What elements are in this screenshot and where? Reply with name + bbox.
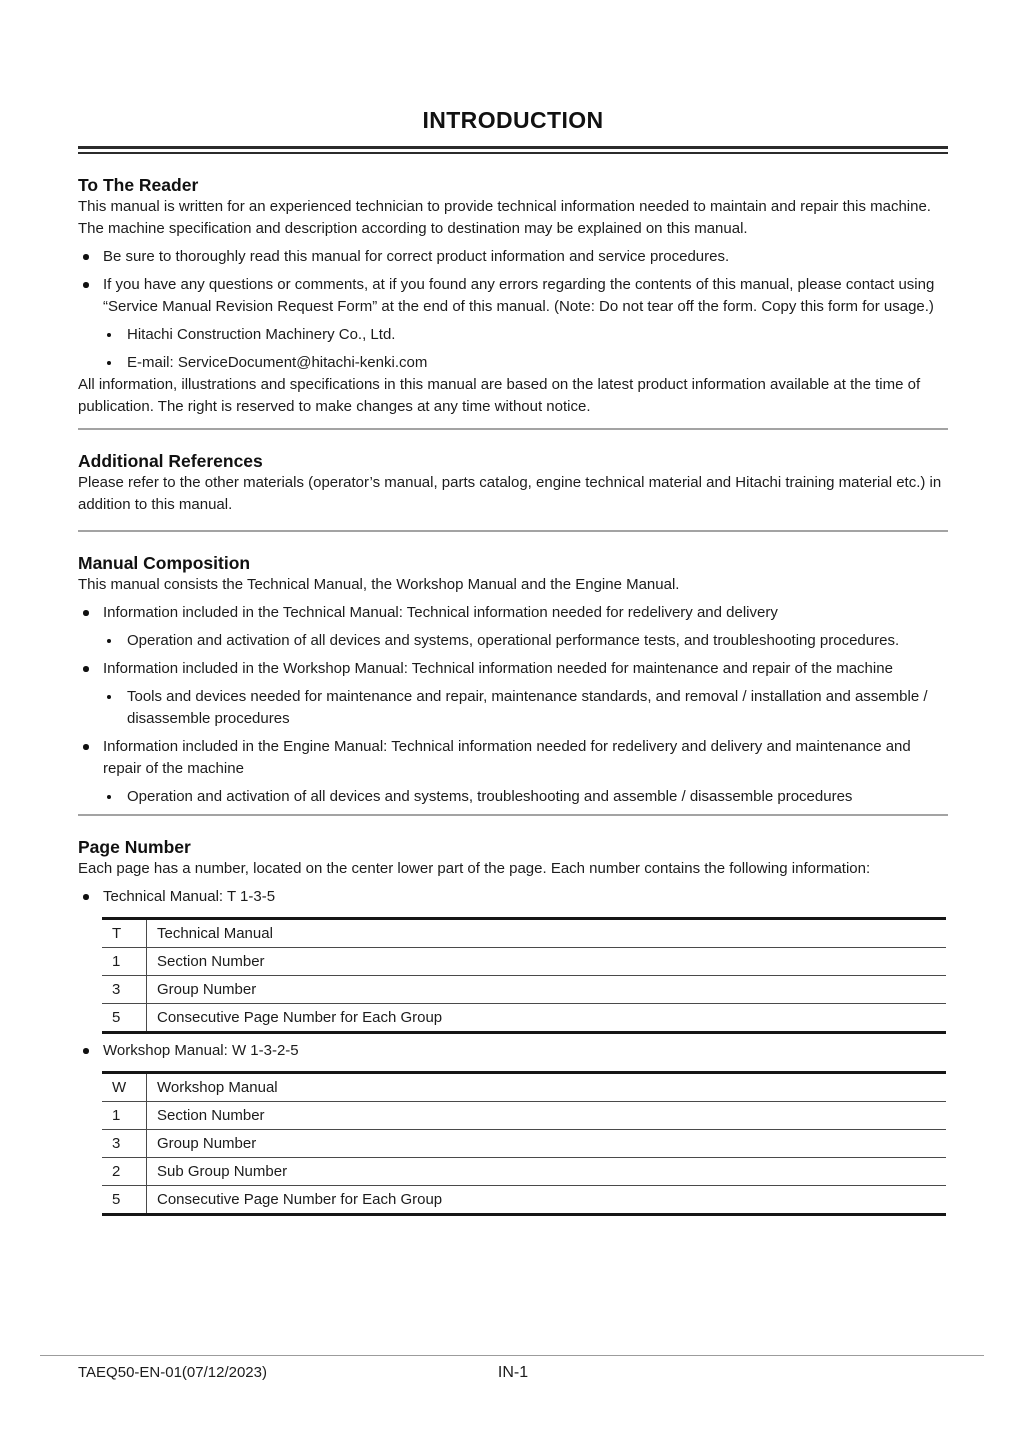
section-divider-rule	[78, 530, 948, 532]
workshop-manual-page-number-table	[102, 1071, 946, 1216]
row-key-cell: 5	[102, 1186, 147, 1215]
row-label-cell: Consecutive Page Number for Each Group	[147, 1186, 947, 1215]
paragraph: This manual consists the Technical Manual, the Workshop Manual and the Engine Manual.	[78, 576, 680, 593]
sub-bullet-item: Hitachi Construction Machinery Co., Ltd.	[78, 324, 948, 346]
bullet-item: Information included in the Engine Manual: Technical information needed for redelivery and delivery and maintenance and repair of the machine	[78, 736, 948, 780]
table-row	[102, 1073, 946, 1102]
sub-bullet-item: Operation and activation of all devices and systems, troubleshooting and assemble / disassemble procedures	[78, 786, 948, 808]
row-key-cell: 1	[102, 948, 147, 976]
row-label-cell: Sub Group Number	[147, 1158, 947, 1186]
table-row	[102, 919, 946, 948]
table-row	[102, 1158, 946, 1186]
row-key-cell: 5	[102, 1004, 147, 1033]
footer-rule	[40, 1355, 984, 1356]
row-key-cell: W	[102, 1073, 147, 1102]
heading-additional-references: Additional References	[78, 451, 263, 471]
row-key-cell: T	[102, 919, 147, 948]
bullet-item: Be sure to thoroughly read this manual for correct product information and service procedures.	[78, 246, 948, 268]
footer-page-number: IN-1	[497, 1364, 529, 1381]
table-row	[102, 1004, 946, 1033]
bullet-item: Technical Manual: T 1-3-5	[78, 886, 948, 908]
sub-bullet-item: Tools and devices needed for maintenance and repair, maintenance standards, and removal / installation and assemble / disassemble procedures	[78, 686, 948, 730]
section-additional-references	[78, 428, 948, 516]
heading-to-the-reader: To The Reader	[78, 175, 199, 195]
row-label-cell: Section Number	[147, 948, 947, 976]
row-key-cell: 3	[102, 1130, 147, 1158]
table-row	[102, 1186, 946, 1215]
page-footer	[78, 1364, 948, 1386]
row-key-cell: 1	[102, 1102, 147, 1130]
paragraph: Please refer to the other materials (operator’s manual, parts catalog, engine technical material and Hitachi training material etc.) in addition to this manual.	[78, 474, 942, 513]
heading-page-number: Page Number	[78, 837, 191, 857]
bullet-item: Information included in the Technical Manual: Technical information needed for redelivery and delivery	[78, 602, 948, 624]
sub-bullet-item: E-mail: ServiceDocument@hitachi-kenki.com	[78, 352, 948, 374]
paragraph: All information, illustrations and specifications in this manual are based on the latest product information available at the time of publication. The right is reserved to make changes at any time without notice.	[78, 376, 921, 415]
section-page-number	[78, 814, 948, 1216]
section-divider-rule	[78, 814, 948, 816]
section-manual-composition	[78, 530, 948, 808]
section-to-the-reader	[78, 174, 948, 418]
bullet-item: Workshop Manual: W 1-3-2-5	[78, 1040, 948, 1062]
row-label-cell: Technical Manual	[157, 925, 273, 942]
table-row	[102, 976, 946, 1004]
row-key-cell: 3	[102, 976, 147, 1004]
footer-doc-code: TAEQ50-EN-01(07/12/2023)	[78, 1364, 267, 1381]
paragraph: The machine specification and description according to destination may be explained on this manual.	[78, 220, 748, 237]
bullet-item: If you have any questions or comments, at if you found any errors regarding the contents of this manual, please contact using “Service Manual Revision Request Form” at the end of this manual. (Note: Do not tear off the form. Copy this form for usage.)	[78, 274, 948, 318]
row-label-cell: Section Number	[147, 1102, 947, 1130]
page-title: INTRODUCTION	[422, 107, 604, 133]
row-key-cell: 2	[102, 1158, 147, 1186]
table-row	[102, 1102, 946, 1130]
table-row	[102, 948, 946, 976]
paragraph: This manual is written for an experienced technician to provide technical information needed to maintain and repair this machine.	[78, 198, 931, 215]
row-label-cell: Workshop Manual	[157, 1079, 278, 1096]
title-double-rule	[78, 146, 948, 154]
row-label-cell: Consecutive Page Number for Each Group	[147, 1004, 947, 1033]
table-row	[102, 1130, 946, 1158]
sub-bullet-item: Operation and activation of all devices and systems, operational performance tests, and troubleshooting procedures.	[78, 630, 948, 652]
row-label-cell: Group Number	[147, 976, 947, 1004]
row-label-cell: Group Number	[147, 1130, 947, 1158]
section-divider-rule	[78, 428, 948, 430]
bullet-item: Information included in the Workshop Manual: Technical information needed for maintenance and repair of the machine	[78, 658, 948, 680]
technical-manual-page-number-table	[102, 917, 946, 1034]
paragraph: Each page has a number, located on the center lower part of the page. Each number contains the following information:	[78, 860, 871, 877]
heading-manual-composition: Manual Composition	[78, 553, 251, 573]
